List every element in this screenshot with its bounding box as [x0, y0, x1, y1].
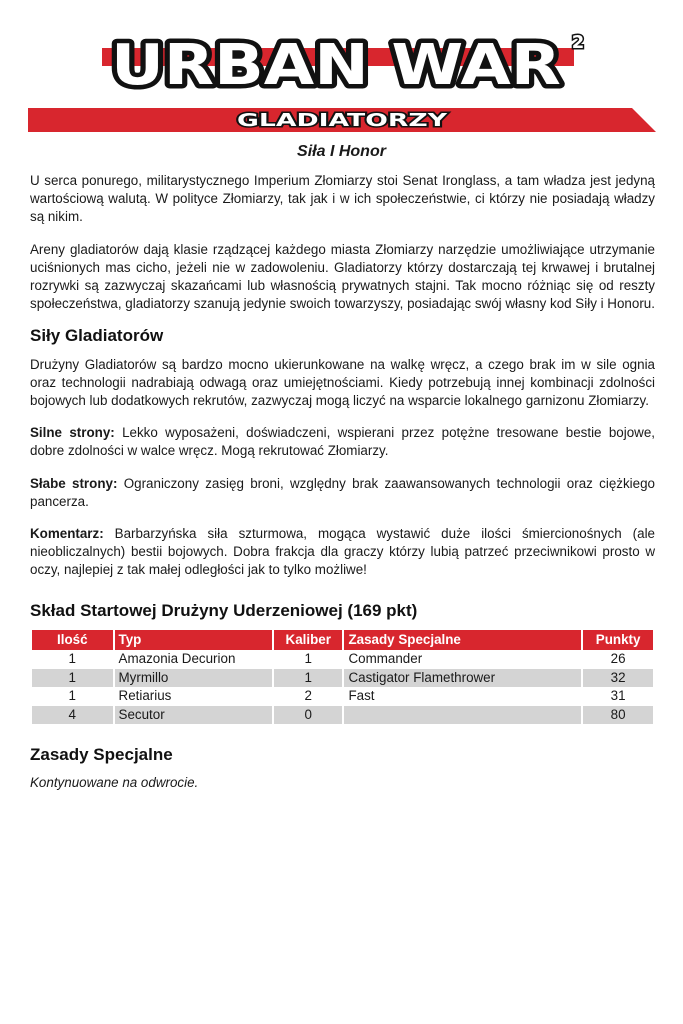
cell-rules: Commander — [348, 651, 423, 667]
special-rules-heading: Zasady Specjalne — [30, 745, 173, 765]
svg-text:URBAN WAR: URBAN WAR — [111, 33, 561, 98]
squad-heading: Skład Startowej Drużyny Uderzeniowej (169 pkt) — [30, 600, 418, 620]
weaknesses-label: Słabe strony: — [30, 475, 118, 491]
cell-rules: Castigator Flamethrower — [344, 669, 581, 688]
cell-points: 80 — [583, 706, 653, 725]
cell-qty: 4 — [32, 706, 113, 725]
table-header-row — [32, 630, 653, 650]
strengths-text: Lekko wyposażeni, doświadczeni, wspierani przez potężne tresowane bestie bojowe, dobre zdolności w walce wręcz. Mogą rekrutować Złomiarzy. — [30, 425, 655, 459]
continued-note: Kontynuowane na odwrocie. — [30, 775, 199, 791]
strengths-paragraph — [30, 424, 655, 460]
col-header-points: Punkty — [583, 630, 653, 650]
urban-war-logo — [100, 26, 590, 102]
cell-points: 26 — [610, 651, 626, 667]
cell-qty: 1 — [32, 669, 113, 688]
cell-points: 32 — [583, 669, 653, 688]
table-row — [32, 650, 653, 669]
comment-label: Komentarz: — [30, 526, 104, 542]
svg-text:2: 2 — [571, 32, 585, 53]
cell-caliber: 1 — [304, 651, 312, 667]
forces-paragraph: Drużyny Gladiatorów są bardzo mocno ukierunkowane na walkę wręcz, a czego brak im w sile ognia oraz technologii nadrabiają odwagą oraz umiejętnościami. Kiedy potrzebują innej kombinacji zdolności bojowych lub dodatkowych rekrutów, zazwyczaj mogą liczyć na wsparcie lokalnego garnizonu Złomiarzy. — [30, 356, 655, 409]
cell-caliber: 0 — [274, 706, 343, 725]
squad-table — [30, 630, 655, 724]
intro-paragraph-1: U serca ponurego, militarystycznego Imperium Złomiarzy stoi Senat Ironglass, a tam władza jest jedyną wartościową walutą. W polityce Złomiarzy, tak jak i w ich społeczeństwie, ci którzy nie posiadają władzy są nikim. — [30, 173, 655, 225]
strengths-label: Silne strony: — [30, 425, 115, 441]
cell-caliber: 1 — [274, 669, 343, 688]
table-row — [32, 669, 653, 688]
svg-text:GLADIATORZY: GLADIATORZY — [237, 110, 449, 131]
comment-text: Barbarzyńska siła szturmowa, mogąca wystawić duże ilości śmiercionośnych (ale nieobliczalnych) bestii bojowych. Dobra frakcja dla graczy którzy lubią patrzeć przeciwnikowi prosto w oczy, najlepiej z tak małej odległości jak to tylko możliwe! — [30, 526, 655, 578]
cell-type: Retiarius — [118, 688, 172, 704]
main-content — [30, 172, 655, 806]
cell-type: Secutor — [115, 706, 272, 725]
comment-paragraph — [30, 525, 655, 580]
table-row — [32, 706, 653, 725]
weaknesses-text: Ograniczony zasięg broni, względny brak zaawansowanych technologii oraz ciężkiego pancerza. — [30, 475, 655, 509]
col-header-qty: Ilość — [32, 630, 113, 650]
weaknesses-paragraph — [30, 475, 655, 511]
table-row — [32, 687, 653, 706]
cell-type: Amazonia Decurion — [118, 651, 236, 667]
cell-points: 31 — [610, 688, 626, 704]
page-subtitle: Siła I Honor — [297, 143, 386, 160]
cell-rules: Fast — [348, 688, 375, 704]
cell-type: Myrmillo — [115, 669, 272, 688]
cell-qty: 1 — [68, 651, 76, 667]
col-header-rules: Zasady Specjalne — [344, 630, 581, 650]
col-header-type: Typ — [115, 630, 272, 650]
cell-rules — [344, 706, 581, 725]
intro-paragraph-2: Areny gladiatorów dają klasie rządzącej każdego miasta Złomiarzy narzędzie umożliwiające utrzymanie uciśnionych mas cicho, jeżeli nie w zadowoleniu. Gladiatorzy którzy dostarczają tej krwawej i brutalnej rozrywki są zazwyczaj skazańcami lub własnością prywatnych stajni. Tak mocno różniąc się od reszty społeczeństwa, gladiatorzy szanują jedynie swoich towarzyszy, posiadając swój własny kod Siły i Honoru. — [30, 241, 655, 312]
faction-banner — [28, 108, 656, 132]
cell-qty: 1 — [68, 688, 76, 704]
cell-caliber: 2 — [304, 688, 312, 704]
forces-heading: Siły Gladiatorów — [30, 326, 164, 346]
col-header-caliber: Kaliber — [274, 630, 343, 650]
